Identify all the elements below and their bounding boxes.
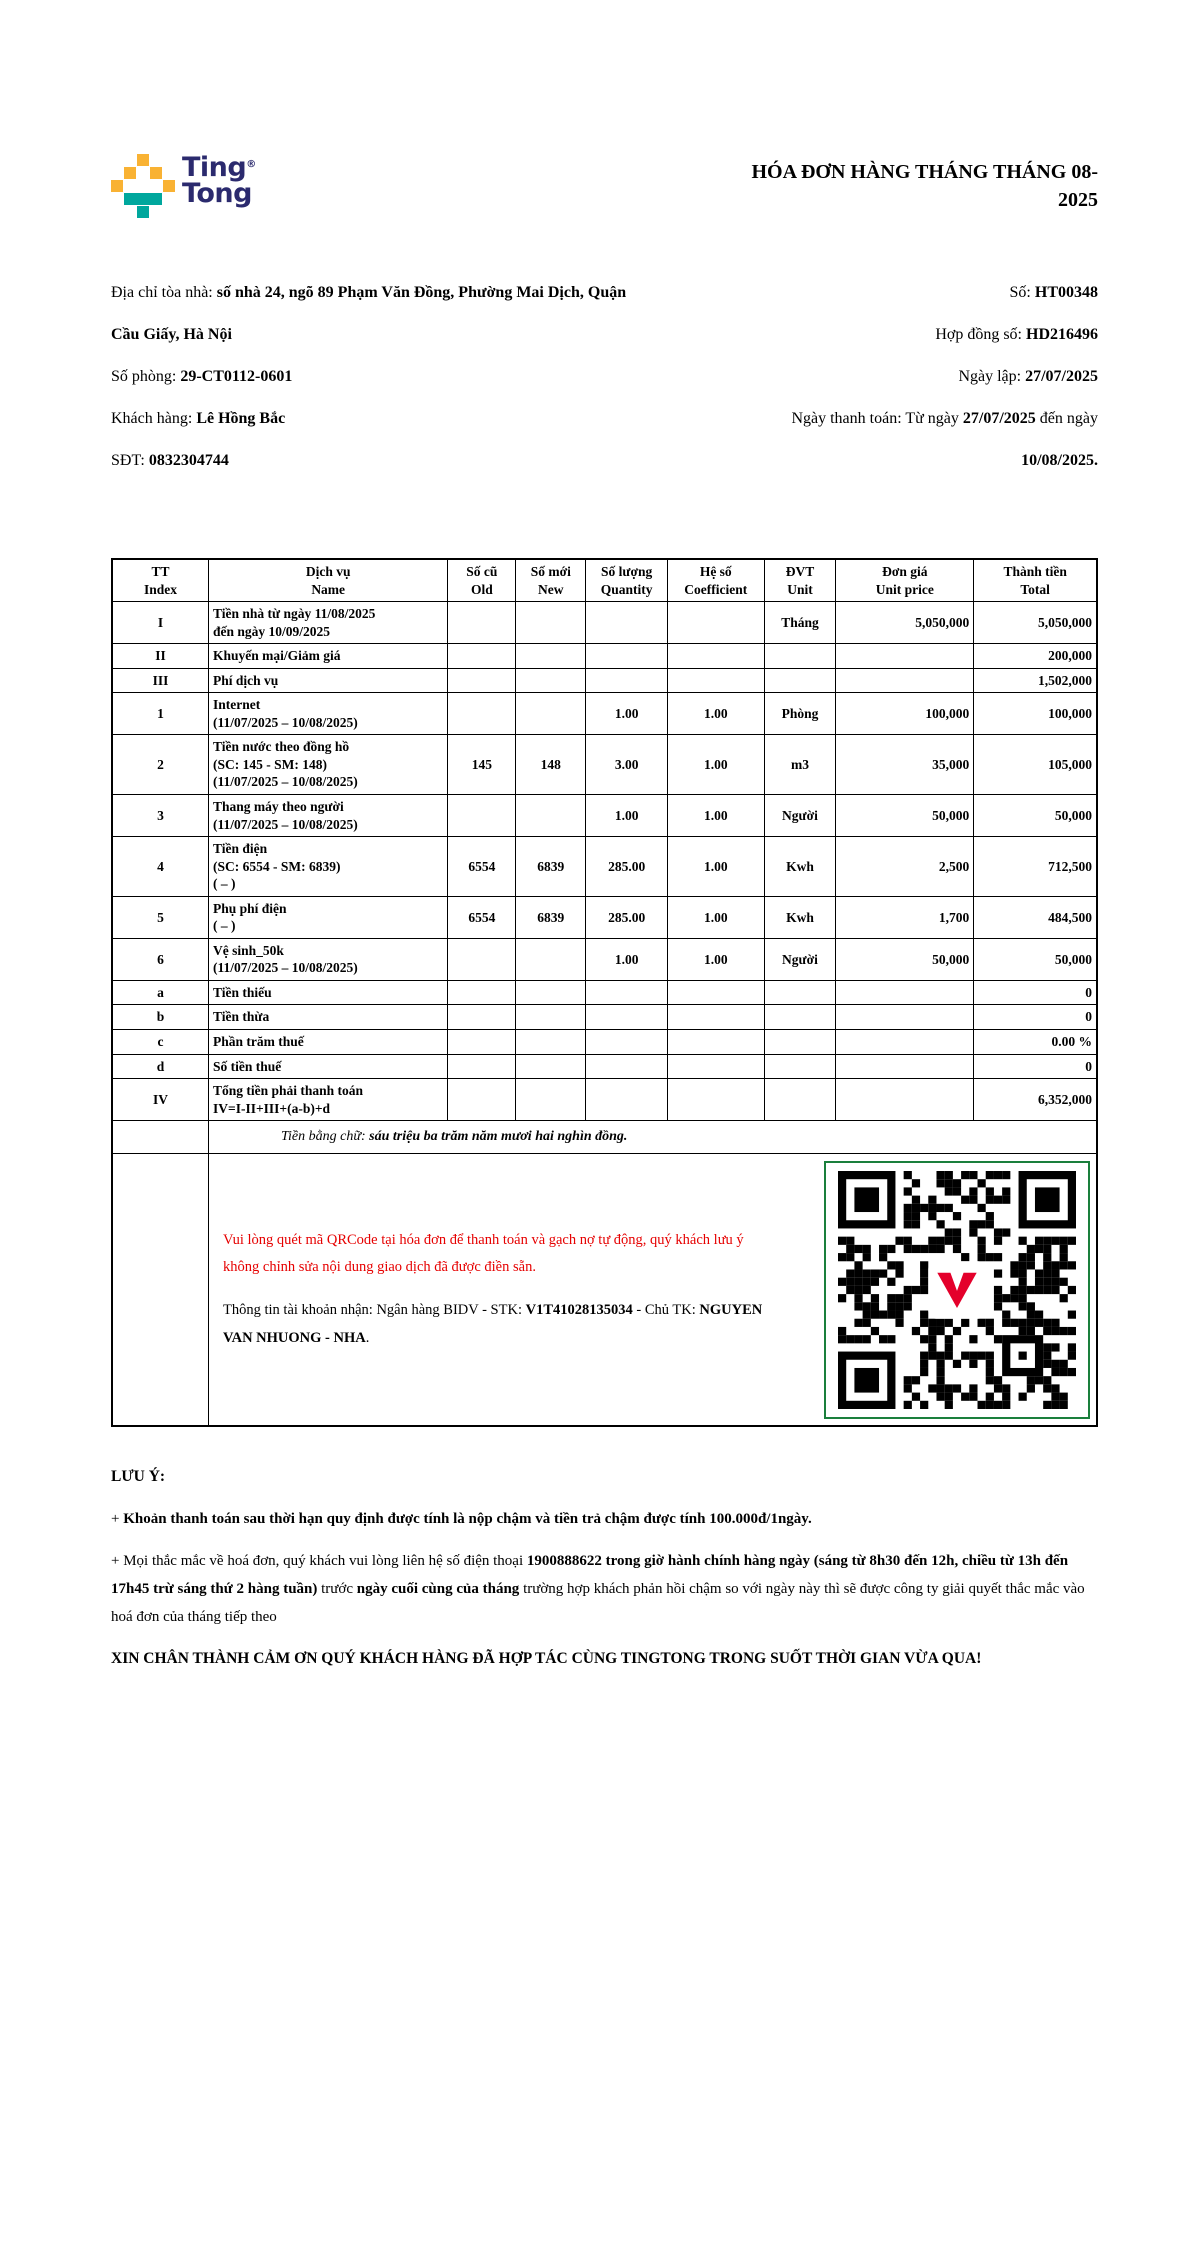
account-info-text: Thông tin tài khoản nhận: Ngân hàng BIDV - STK: V1T41028135034 - Chủ TK: NGUYEN VAN NHUONG - NHA.	[223, 1302, 763, 1347]
cell-unit: m3	[764, 735, 836, 795]
cell-quantity: 285.00	[586, 896, 668, 938]
cell-new	[516, 1054, 586, 1079]
qr-instruction-text: Vui lòng quét mã QRCode tại hóa đơn để thanh toán và gạch nợ tự động, quý khách lưu ý không chỉnh sửa nội dung giao dịch đã được điền sẵn.	[223, 1232, 744, 1276]
table-row	[112, 1005, 1097, 1030]
cell-total: 1,502,000	[974, 668, 1097, 693]
logo-bar	[124, 193, 162, 205]
qr-note-block	[223, 1154, 783, 1425]
cell-index: c	[112, 1030, 209, 1055]
cell-total: 200,000	[974, 644, 1097, 669]
table-row	[112, 795, 1097, 837]
cell-unit-price	[836, 668, 974, 693]
amount-in-words: Tiền bằng chữ: sáu triệu ba trăm năm mươi hai nghìn đồng.	[209, 1121, 1097, 1154]
cell-new	[516, 938, 586, 980]
cell-index: I	[112, 602, 209, 644]
cell-quantity: 3.00	[586, 735, 668, 795]
info-left	[111, 272, 641, 482]
column-header: Hệ số Coefficient	[668, 559, 765, 602]
cell-service-name: Vệ sinh_50k (11/07/2025 – 10/08/2025)	[209, 938, 448, 980]
cell-total: 0	[974, 1005, 1097, 1030]
cell-service-name: Tiền nhà từ ngày 11/08/2025 đến ngày 10/09/2025	[209, 602, 448, 644]
qr-center-logo	[928, 1261, 985, 1318]
logo-square	[137, 206, 149, 218]
logo-square	[150, 167, 162, 179]
qr-code	[824, 1161, 1090, 1419]
cell-quantity: 1.00	[586, 938, 668, 980]
cell-new	[516, 602, 586, 644]
cell-index: II	[112, 644, 209, 669]
table-row	[112, 668, 1097, 693]
cell-old: 145	[448, 735, 516, 795]
cell-unit	[764, 1005, 836, 1030]
notes-section	[111, 1463, 1098, 1673]
cell-new	[516, 1005, 586, 1030]
logo-square	[111, 180, 123, 192]
cell-unit-price	[836, 1030, 974, 1055]
cell-old	[448, 602, 516, 644]
invoice-title: HÓA ĐƠN HÀNG THÁNG THÁNG 08- 2025	[751, 161, 1098, 211]
cell-old	[448, 1079, 516, 1121]
cell-unit-price: 50,000	[836, 938, 974, 980]
cell-quantity	[586, 1079, 668, 1121]
table-row	[112, 693, 1097, 735]
column-header: Số cũ Old	[448, 559, 516, 602]
cell-quantity	[586, 980, 668, 1005]
cell-coefficient	[668, 980, 765, 1005]
cell-new: 6839	[516, 896, 586, 938]
cell-total: 712,500	[974, 837, 1097, 897]
registered-mark: ®	[246, 159, 256, 170]
cell-new	[516, 668, 586, 693]
cell-service-name: Phụ phí điện ( – )	[209, 896, 448, 938]
customer-name: Khách hàng: Lê Hồng Bắc	[111, 410, 286, 427]
cell-old: 6554	[448, 837, 516, 897]
cell-service-name: Phí dịch vụ	[209, 668, 448, 693]
cell-unit-price	[836, 1079, 974, 1121]
cell-unit	[764, 644, 836, 669]
table-row	[112, 980, 1097, 1005]
logo-square	[137, 154, 149, 166]
cell-coefficient	[668, 1054, 765, 1079]
cell-old: 6554	[448, 896, 516, 938]
cell-unit: Phòng	[764, 693, 836, 735]
cell-index: 6	[112, 938, 209, 980]
cell-coefficient	[668, 644, 765, 669]
cell-total: 5,050,000	[974, 602, 1097, 644]
column-header: Đơn giá Unit price	[836, 559, 974, 602]
cell-coefficient	[668, 668, 765, 693]
cell-service-name: Tiền nước theo đồng hồ (SC: 145 - SM: 148) (11/07/2025 – 10/08/2025)	[209, 735, 448, 795]
table-row	[112, 896, 1097, 938]
cell-old	[448, 1030, 516, 1055]
cell-coefficient: 1.00	[668, 795, 765, 837]
cell-unit-price	[836, 1005, 974, 1030]
cell-old	[448, 644, 516, 669]
cell-unit-price	[836, 1054, 974, 1079]
table-row	[112, 1079, 1097, 1121]
cell-index: 5	[112, 896, 209, 938]
cell-unit: Tháng	[764, 602, 836, 644]
table-row	[112, 1030, 1097, 1055]
cell-total: 0.00 %	[974, 1030, 1097, 1055]
cell-quantity: 285.00	[586, 837, 668, 897]
cell-unit-price: 50,000	[836, 795, 974, 837]
cell-quantity	[586, 1054, 668, 1079]
thanks-message: XIN CHÂN THÀNH CẢM ƠN QUÝ KHÁCH HÀNG ĐÃ HỢP TÁC CÙNG TINGTONG TRONG SUỐT THỜI GIAN VỪA QUA!	[111, 1649, 982, 1667]
logo-square	[163, 180, 175, 192]
invoice-info	[111, 272, 1098, 482]
cell-total: 100,000	[974, 693, 1097, 735]
cell-quantity: 1.00	[586, 795, 668, 837]
contract-number: Hợp đồng số: HD216496	[935, 326, 1098, 343]
cell-old	[448, 693, 516, 735]
cell-unit	[764, 1030, 836, 1055]
cell-new: 6839	[516, 837, 586, 897]
cell-service-name: Tiền thiếu	[209, 980, 448, 1005]
column-header: TT Index	[112, 559, 209, 602]
amount-in-words-row	[112, 1121, 1097, 1154]
cell-new	[516, 1030, 586, 1055]
cell-index: 2	[112, 735, 209, 795]
cell-unit-price: 35,000	[836, 735, 974, 795]
cell-coefficient: 1.00	[668, 735, 765, 795]
cell-unit	[764, 668, 836, 693]
cell-index: 3	[112, 795, 209, 837]
cell-service-name: Thang máy theo người (11/07/2025 – 10/08/2025)	[209, 795, 448, 837]
invoice-table-body	[112, 602, 1097, 1121]
column-header: ĐVT Unit	[764, 559, 836, 602]
cell-total: 50,000	[974, 938, 1097, 980]
column-header: Dịch vụ Name	[209, 559, 448, 602]
cell-new	[516, 693, 586, 735]
invoice-table-footer	[112, 1121, 1097, 1426]
logo-square	[124, 167, 136, 179]
cell-new: 148	[516, 735, 586, 795]
cell-new	[516, 980, 586, 1005]
cell-new	[516, 644, 586, 669]
cell-unit-price: 2,500	[836, 837, 974, 897]
cell-unit: Kwh	[764, 896, 836, 938]
cell-total: 105,000	[974, 735, 1097, 795]
table-header	[112, 559, 1097, 602]
cell-old	[448, 795, 516, 837]
invoice-number: Số: HT00348	[1009, 284, 1098, 301]
cell-index: 4	[112, 837, 209, 897]
cell-quantity	[586, 644, 668, 669]
cell-coefficient: 1.00	[668, 693, 765, 735]
cell-old	[448, 980, 516, 1005]
cell-unit-price: 1,700	[836, 896, 974, 938]
cell-old	[448, 1005, 516, 1030]
cell-unit-price: 5,050,000	[836, 602, 974, 644]
cell-unit-price	[836, 980, 974, 1005]
cell-index: III	[112, 668, 209, 693]
cell-unit-price	[836, 644, 974, 669]
cell-coefficient	[668, 602, 765, 644]
cell-coefficient	[668, 1005, 765, 1030]
table-row	[112, 602, 1097, 644]
cell-service-name: Phần trăm thuế	[209, 1030, 448, 1055]
issue-date: Ngày lập: 27/07/2025	[958, 368, 1098, 385]
cell-new	[516, 795, 586, 837]
cell-total: 0	[974, 1054, 1097, 1079]
cell-unit	[764, 1079, 836, 1121]
cell-quantity	[586, 1030, 668, 1055]
cell-service-name: Tiền thừa	[209, 1005, 448, 1030]
cell-quantity	[586, 668, 668, 693]
payment-period: Ngày thanh toán: Từ ngày 27/07/2025 đến ngày 10/08/2025.	[791, 410, 1098, 469]
column-header: Số lượng Quantity	[586, 559, 668, 602]
cell-quantity: 1.00	[586, 693, 668, 735]
invoice-content	[111, 0, 1098, 1673]
cell-service-name: Tiền điện (SC: 6554 - SM: 6839) ( – )	[209, 837, 448, 897]
table-row	[112, 644, 1097, 669]
table-row	[112, 735, 1097, 795]
tingtong-logo-icon	[111, 154, 175, 218]
cell-unit	[764, 1054, 836, 1079]
qr-code-svg	[838, 1171, 1076, 1409]
cell-service-name: Internet (11/07/2025 – 10/08/2025)	[209, 693, 448, 735]
cell-index: 1	[112, 693, 209, 735]
cell-coefficient: 1.00	[668, 896, 765, 938]
cell-coefficient: 1.00	[668, 837, 765, 897]
cell-new	[516, 1079, 586, 1121]
cell-coefficient	[668, 1030, 765, 1055]
table-row	[112, 1054, 1097, 1079]
cell-unit: Kwh	[764, 837, 836, 897]
cell-unit-price: 100,000	[836, 693, 974, 735]
invoice-table	[111, 558, 1098, 1427]
building-address: Địa chỉ tòa nhà: số nhà 24, ngõ 89 Phạm Văn Đồng, Phường Mai Dịch, Quận Cầu Giấy, Hà Nội	[111, 284, 627, 343]
brand-name: Ting® Tong	[182, 152, 256, 209]
cell-index: a	[112, 980, 209, 1005]
cell-total: 50,000	[974, 795, 1097, 837]
cell-old	[448, 668, 516, 693]
cell-quantity	[586, 602, 668, 644]
cell-service-name: Khuyến mại/Giảm giá	[209, 644, 448, 669]
column-header: Thành tiền Total	[974, 559, 1097, 602]
table-row	[112, 837, 1097, 897]
cell-quantity	[586, 1005, 668, 1030]
cell-unit: Người	[764, 938, 836, 980]
phone-number: SĐT: 0832304744	[111, 452, 229, 469]
cell-old	[448, 938, 516, 980]
room-number: Số phòng: 29-CT0112-0601	[111, 368, 293, 385]
contact-note: + Mọi thắc mắc về hoá đơn, quý khách vui lòng liên hệ số điện thoại 1900888622 trong giờ hành chính hàng ngày (sáng từ 8h30 đến 12h, chiều từ 13h đến 17h45 trừ sáng thứ 2 hàng tuần) trước ngày cuối cùng của tháng trường hợp khách phản hồi chậm so với ngày này thì sẽ được công ty giải quyết thắc mắc vào hoá đơn của tháng tiếp theo	[111, 1552, 1085, 1625]
cell-index: d	[112, 1054, 209, 1079]
cell-total: 6,352,000	[974, 1079, 1097, 1121]
cell-service-name: Số tiền thuế	[209, 1054, 448, 1079]
cell-index: b	[112, 1005, 209, 1030]
cell-coefficient	[668, 1079, 765, 1121]
column-header: Số mới New	[516, 559, 586, 602]
cell-service-name: Tổng tiền phải thanh toán IV=I-II+III+(a-b)+d	[209, 1079, 448, 1121]
cell-index: IV	[112, 1079, 209, 1121]
notes-heading: LƯU Ý:	[111, 1467, 166, 1485]
table-row	[112, 938, 1097, 980]
cell-coefficient: 1.00	[668, 938, 765, 980]
late-payment-note: + Khoản thanh toán sau thời hạn quy định được tính là nộp chậm và tiền trả chậm được tính 100.000đ/1ngày.	[111, 1510, 812, 1527]
cell-unit	[764, 980, 836, 1005]
info-right	[688, 272, 1098, 482]
qr-row	[112, 1154, 1097, 1426]
cell-unit: Người	[764, 795, 836, 837]
brand-logo	[111, 152, 256, 218]
header	[111, 152, 1098, 218]
cell-total: 484,500	[974, 896, 1097, 938]
cell-total: 0	[974, 980, 1097, 1005]
cell-old	[448, 1054, 516, 1079]
